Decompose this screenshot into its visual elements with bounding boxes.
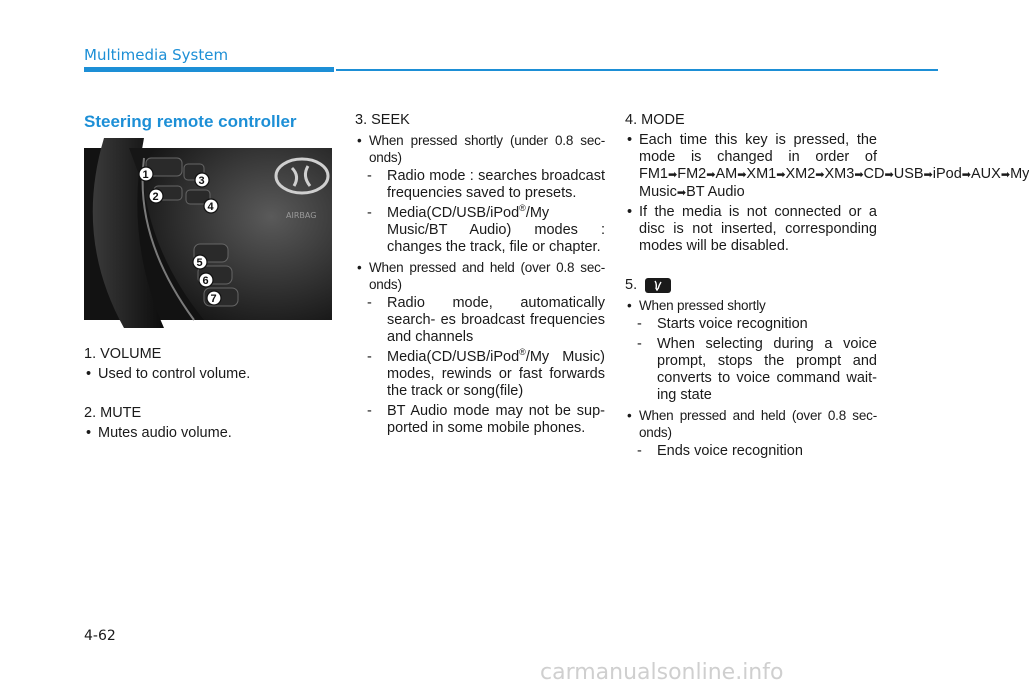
mode-sequence-item: iPod — [932, 166, 962, 182]
arrow-right-icon: ➡ — [668, 169, 678, 181]
mode-order-text: Each time this key is pressed, the mode is changed in order of — [639, 132, 877, 165]
voice-held-bullet: • When pressed and held (over 0.8 sec- onds) — [625, 407, 877, 441]
section-header-title: Multimedia System — [84, 46, 229, 64]
seek-held-media — [363, 349, 605, 400]
seek-short-media-pre: Media(CD/USB/iPod — [387, 205, 520, 221]
callout-1: 1 — [142, 169, 149, 181]
callout-4: 4 — [207, 201, 214, 213]
seek-short-media-post: /My Music/BT Audio) modes : changes the track, file or chapter. — [387, 205, 605, 255]
arrow-right-icon: ➡ — [815, 169, 825, 181]
callout-6: 6 — [202, 275, 209, 287]
page-number: 4-62 — [84, 628, 116, 644]
mode-sequence-item: My Music — [639, 166, 1029, 200]
seek-held-radio: - Radio mode, automatically search- es broadcast frequencies and channels — [363, 295, 605, 346]
seek-held-bullet: • When pressed and held (over 0.8 sec- onds) — [355, 259, 605, 293]
voice-short-stop: - When selecting during a voice prompt, stops the prompt and converts to voice command wait- ing state — [633, 336, 877, 404]
mute-title: 2. MUTE — [84, 405, 142, 421]
header-rule-thin — [336, 69, 938, 71]
mute-bullet: • Mutes audio volume. — [84, 425, 334, 442]
mode-sequence-item: AM — [715, 166, 738, 182]
mode-sequence-item: XM2 — [785, 166, 816, 182]
voice-title-number: 5. — [625, 277, 638, 293]
seek-short-radio: - Radio mode : searches broadcast frequencies saved to presets. — [363, 168, 605, 202]
arrow-right-icon: ➡ — [706, 169, 716, 181]
header-rule-thick — [84, 67, 334, 72]
registered-mark: ® — [519, 347, 526, 358]
callout-3: 3 — [198, 175, 205, 187]
mode-sequence-item: BT Audio — [686, 184, 745, 200]
mode-sequence-item: FM1 — [639, 166, 668, 182]
seek-title: 3. SEEK — [355, 112, 410, 128]
voice-short-start: - Starts voice recognition — [633, 316, 877, 333]
mode-sequence-item: XM3 — [824, 166, 855, 182]
mode-bullet-disabled: • If the media is not connected or a disc is not inserted, corresponding modes will be disabled. — [625, 204, 877, 255]
steering-wheel-illustration — [84, 148, 332, 320]
voice-title — [625, 277, 877, 294]
callout-5: 5 — [196, 257, 203, 269]
volume-bullet: • Used to control volume. — [84, 366, 334, 383]
seek-short-media — [363, 205, 605, 256]
seek-held-media-post: /My Music) modes, rewinds or fast forwards the track or song(file) — [387, 349, 605, 399]
mode-sequence-item: CD — [863, 166, 885, 182]
callout-7: 7 — [210, 293, 217, 305]
seek-held-media-pre: Media(CD/USB/iPod — [387, 349, 520, 365]
mode-sequence-item: XM1 — [746, 166, 777, 182]
page-title: Steering remote controller — [84, 112, 297, 131]
mode-sequence-item: AUX — [971, 166, 1001, 182]
registered-mark: ® — [519, 203, 526, 214]
arrow-right-icon: ➡ — [854, 169, 864, 181]
arrow-right-icon: ➡ — [923, 169, 933, 181]
callout-2: 2 — [152, 191, 159, 203]
voice-held-end: - Ends voice recognition — [633, 443, 877, 460]
column-left — [84, 112, 334, 444]
arrow-right-icon: ➡ — [676, 187, 687, 199]
mode-title: 4. MODE — [625, 112, 685, 128]
voice-short-bullet: • When pressed shortly — [625, 297, 877, 314]
arrow-right-icon: ➡ — [961, 169, 972, 181]
mode-sequence — [639, 166, 1029, 200]
seek-held-bt: - BT Audio mode may not be sup- ported in some mobile phones. — [363, 403, 605, 437]
mode-bullet-order — [625, 132, 1029, 202]
voice-recognition-icon — [645, 278, 671, 293]
seek-short-bullet: • When pressed shortly (under 0.8 sec- onds) — [355, 132, 605, 166]
volume-title: 1. VOLUME — [84, 346, 162, 362]
airbag-mark: AIRBAG — [286, 211, 317, 220]
steering-wheel-figure — [84, 148, 332, 320]
mode-sequence-item: USB — [893, 166, 924, 182]
watermark: carmanualsonline.info — [540, 660, 784, 685]
arrow-right-icon: ➡ — [884, 169, 894, 181]
column-middle — [355, 112, 605, 440]
column-right — [625, 112, 1029, 463]
arrow-right-icon: ➡ — [776, 169, 786, 181]
mode-sequence-item: FM2 — [677, 166, 707, 182]
arrow-right-icon: ➡ — [737, 169, 747, 181]
arrow-right-icon: ➡ — [1000, 169, 1011, 181]
